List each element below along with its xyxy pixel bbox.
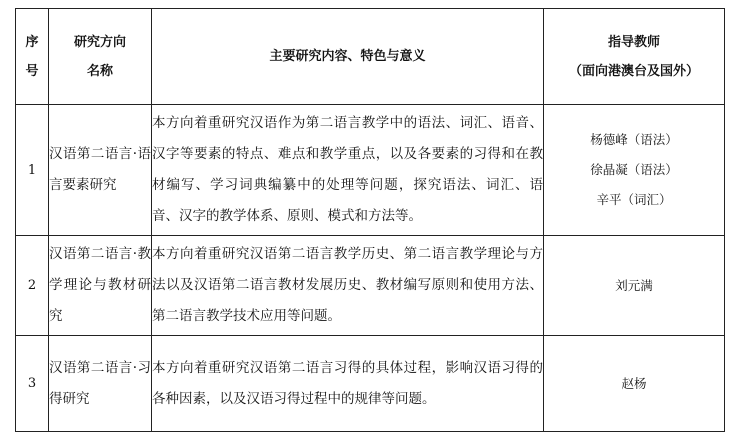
row-content-text: 本方向着重研究汉语第二语言习得的具体过程，影响汉语习得的各种因素，以及汉语习得过程中的规律等问题。 xyxy=(152,359,543,407)
header-index-line: 序 xyxy=(25,34,39,50)
row-direction-text: 汉语第二语言·教学理论与教材研究 xyxy=(49,246,151,324)
row-teachers xyxy=(544,105,725,236)
row-direction xyxy=(49,236,152,336)
header-direction xyxy=(49,9,152,105)
row-content xyxy=(152,105,544,236)
header-content-line: 主要研究内容、特色与意义 xyxy=(269,49,426,64)
row-content xyxy=(152,236,544,336)
header-index-line: 号 xyxy=(25,63,39,79)
row-content xyxy=(152,336,544,432)
row-index: 2 xyxy=(16,236,49,336)
row-index: 1 xyxy=(16,105,49,236)
teacher-name: 徐晶凝（语法） xyxy=(590,162,678,177)
header-direction-line: 研究方向 xyxy=(73,34,126,50)
row-content-text: 本方向着重研究汉语第二语言教学历史、第二语言教学理论与方法以及汉语第二语言教材发展历史、教材编写原则和使用方法、第二语言教学技术应用等问题。 xyxy=(152,246,543,324)
teacher-name: 杨德峰（语法） xyxy=(590,132,678,147)
table-header-row xyxy=(16,9,725,105)
header-teachers-line: 指导教师 xyxy=(607,34,660,50)
table-row xyxy=(16,105,725,236)
row-teachers xyxy=(544,336,725,432)
row-index: 3 xyxy=(16,336,49,432)
row-content-text: 本方向着重研究汉语作为第二语言教学中的语法、词汇、语音、汉字等要素的特点、难点和教学重点，以及各要素的习得和在教材编写、学习词典编纂中的处理等问题，探究语法、词汇、语音、汉字的教学体系、原则、模式和方法等。 xyxy=(152,115,543,224)
teacher-name: 辛平（词汇） xyxy=(596,192,672,207)
header-content xyxy=(152,9,544,105)
header-direction-line: 名称 xyxy=(86,63,113,79)
row-direction xyxy=(49,105,152,236)
teacher-name: 刘元满 xyxy=(615,277,653,293)
research-directions-table xyxy=(15,8,725,432)
header-teachers-line: （面向港澳台及国外） xyxy=(568,63,699,79)
row-teachers xyxy=(544,236,725,336)
header-index xyxy=(16,9,49,105)
row-direction-text: 汉语第二语言·习得研究 xyxy=(49,359,151,407)
table-row xyxy=(16,336,725,432)
header-teachers xyxy=(544,9,725,105)
row-direction-text: 汉语第二语言·语言要素研究 xyxy=(49,146,151,193)
row-direction xyxy=(49,336,152,432)
table-row xyxy=(16,236,725,336)
teacher-name: 赵杨 xyxy=(621,375,647,391)
